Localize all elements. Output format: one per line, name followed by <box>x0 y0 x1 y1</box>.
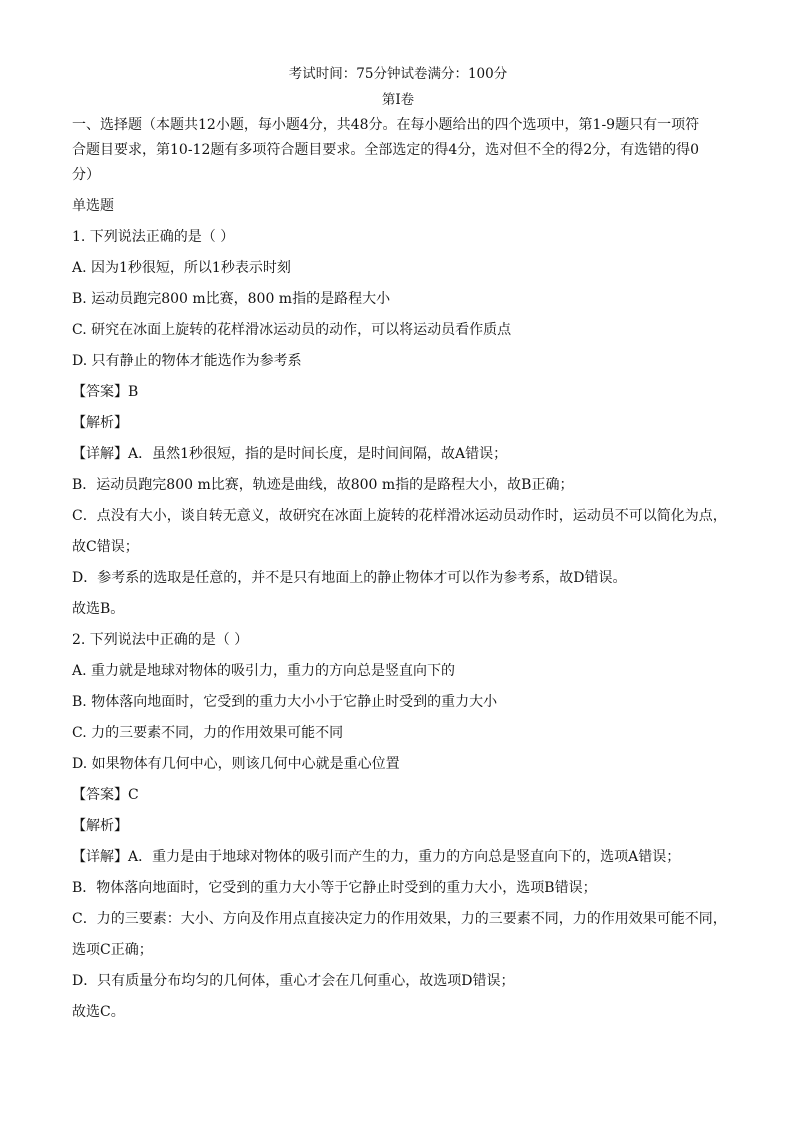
question-1-option-b: B. 运动员跑完800 m比赛，800 m指的是路程大小 <box>72 291 391 307</box>
question-2-detail-2: B．物体落向地面时，它受到的重力大小等于它静止时受到的重力大小，选项B错误； <box>72 880 597 896</box>
question-2-option-c: C. 力的三要素不同，力的作用效果可能不同 <box>72 725 344 741</box>
question-2-option-a: A. 重力就是地球对物体的吸引力，重力的方向总是竖直向下的 <box>72 663 456 679</box>
question-1-detail-3: C．点没有大小，谈自转无意义，故研究在冰面上旋转的花样滑冰运动员动作时，运动员不可以简化为点， <box>72 508 727 524</box>
question-1-answer: 【答案】B <box>72 384 139 400</box>
question-1-option-d: D. 只有静止的物体才能选作为参考系 <box>72 353 302 369</box>
question-1-detail-4: 故C错误； <box>72 539 139 555</box>
question-2-detail-5: D．只有质量分布均匀的几何体，重心才会在几何重心，故选项D错误； <box>72 973 515 989</box>
question-1-conclusion: 故选B。 <box>72 601 125 617</box>
question-1-detail-2: B．运动员跑完800 m比赛，轨迹是曲线，故800 m指的是路程大小，故B正确； <box>72 477 574 493</box>
question-2-detail-1: 【详解】A．重力是由于地球对物体的吸引而产生的力，重力的方向总是竖直向下的，选项A错误； <box>72 849 681 865</box>
section-heading-line-3: 分） <box>72 167 100 183</box>
section-heading-line-2: 合题目要求，第10-12题有多项符合题目要求。全部选定的得4分，选对但不全的得2分，有选错的得0 <box>72 142 700 158</box>
question-2-answer: 【答案】C <box>72 787 139 803</box>
question-1-option-a: A. 因为1秒很短，所以1秒表示时刻 <box>72 260 291 276</box>
question-2-analysis-label: 【解析】 <box>72 818 128 834</box>
question-2-stem: 2. 下列说法中正确的是（ ） <box>72 632 249 648</box>
question-1-detail-1: 【详解】A．虽然1秒很短，指的是时间长度，是时间间隔，故A错误； <box>72 446 508 462</box>
question-1-option-c: C. 研究在冰面上旋转的花样滑冰运动员的动作，可以将运动员看作质点 <box>72 322 512 338</box>
question-2-option-d: D. 如果物体有几何中心，则该几何中心就是重心位置 <box>72 756 400 772</box>
question-2-option-b: B. 物体落向地面时，它受到的重力大小小于它静止时受到的重力大小 <box>72 694 498 710</box>
question-1-analysis-label: 【解析】 <box>72 415 128 431</box>
volume-title: 第Ⅰ卷 <box>381 92 415 108</box>
subsection-title: 单选题 <box>72 198 114 214</box>
exam-page <box>72 64 727 1022</box>
question-1-stem: 1. 下列说法正确的是（ ） <box>72 229 235 245</box>
question-1-detail-5: D．参考系的选取是任意的，并不是只有地面上的静止物体才可以作为参考系，故D错误。 <box>72 570 627 586</box>
question-2-detail-3: C．力的三要素：大小、方向及作用点直接决定力的作用效果，力的三要素不同，力的作用效果可能不同， <box>72 911 727 927</box>
section-heading-line-1: 一、选择题（本题共12小题，每小题4分，共48分。在每小题给出的四个选项中，第1-9题只有一项符 <box>72 117 700 133</box>
question-2-detail-4: 选项C正确； <box>72 942 153 958</box>
exam-info: 考试时间：75分钟试卷满分：100分 <box>288 66 508 82</box>
question-2-conclusion: 故选C。 <box>72 1004 125 1020</box>
